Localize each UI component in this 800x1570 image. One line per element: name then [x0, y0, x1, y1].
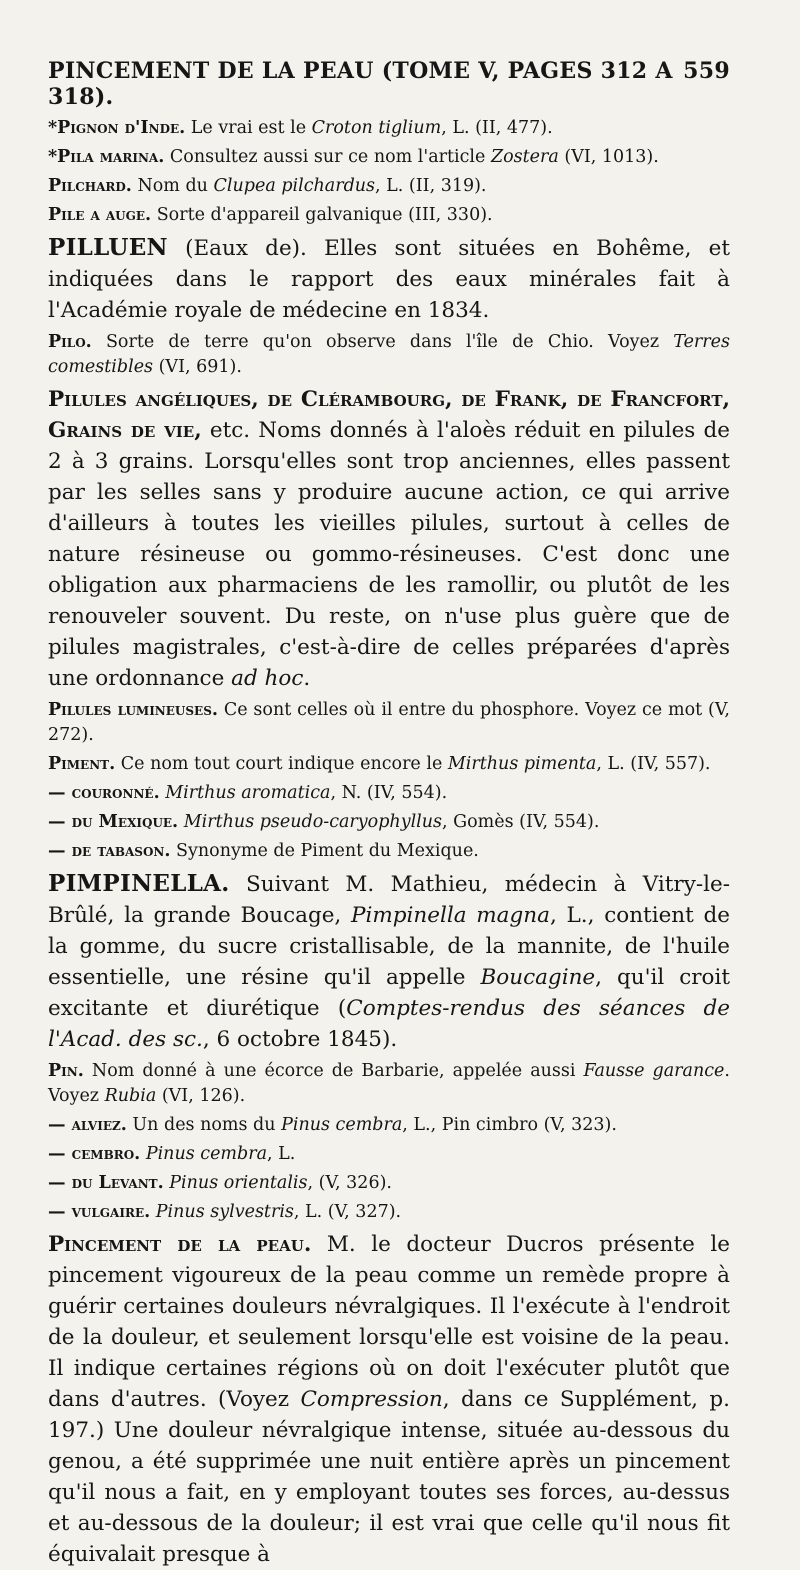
entry-pin-alviez: — alviez. Un des noms du Pinus cembra, L., Pin cimbro (V, 323).	[48, 1115, 617, 1135]
entry-pilules-angeliques: Pilules angéliques, de Clérambourg, de Frank, de Francfort, Grains de vie, etc. Noms donnés à l'aloès réduit en pilules de 2 à 3 grains. Lorsqu'elles sont trop anciennes, elles passent par les selles sans y produire aucune action, ce qui arrive d'ailleurs à toutes les vieilles pilules, surtout à celles de nature résineuse ou gommo-résineuses. C'est donc une obligation aux pharmaciens de les ramollir, ou plutôt de les renouveler souvent. Du reste, on n'use plus guère que de pilules magistrales, c'est-à-dire de celles préparées d'après une ordonnance ad hoc.	[48, 387, 730, 691]
entry-pimpinella: PIMPINELLA. Suivant M. Mathieu, médecin à Vitry-le-Brûlé, la grande Boucage, Pimpinella magna, L., contient de la gomme, du sucre cristallisable, de la mannite, de l'huile essentielle, une résine qu'il appelle Boucagine, qu'il croit excitante et diurétique (Comptes-rendus des séances de l'Acad. des sc., 6 octobre 1845).	[48, 870, 731, 1052]
running-header	[48, 58, 730, 110]
entry-pile-a-auge: Pile a auge. Sorte d'appareil galvanique (III, 330).	[48, 205, 493, 225]
entry-pincement-de-la-peau: Pincement de la peau. M. le docteur Ducros présente le pincement vigoureux de la peau comme un remède propre à guérir certaines douleurs névralgiques. Il l'exécute à l'endroit de la douleur, et seulement lorsqu'elle est voisine de la peau. Il indique certaines régions où on doit l'exécuter plutôt que dans d'autres. (Voyez Compression, dans ce Supplément, p. 197.) Une douleur névralgique intense, située au-dessous du genou, a été supprimée une nuit entière après un pincement qu'il nous a fait, en y employant toutes ses forces, au-dessus et au-dessous de la douleur; il est vrai que celle qu'il nous fit équivalait presque à	[48, 1232, 730, 1567]
entry-pin-vulgaire: — vulgaire. Pinus sylvestris, L. (V, 327).	[48, 1202, 402, 1222]
entry-pin-cembro: — cembro. Pinus cembra, L.	[48, 1144, 296, 1164]
entry-pilchard: Pilchard. Nom du Clupea pilchardus, L. (II, 319).	[48, 176, 487, 196]
entry-pilluen: PILLUEN (Eaux de). Elles sont situées en Bohême, et indiquées dans le rapport des eaux minérales fait à l'Académie royale de médecine en 1834.	[48, 234, 730, 323]
entry-piment: Piment. Ce nom tout court indique encore le Mirthus pimenta, L. (IV, 557).	[48, 754, 711, 774]
entry-piment-de-tabason: — de tabason. Synonyme de Piment du Mexique.	[48, 841, 479, 861]
entry-pin: Pin. Nom donné à une écorce de Barbarie, appelée aussi Fausse garance. Voyez Rubia (VI, 126).	[48, 1061, 730, 1106]
entry-pila-marina: *Pila marina. Consultez aussi sur ce nom l'article Zostera (VI, 1013).	[48, 147, 659, 167]
entry-pilo: Pilo. Sorte de terre qu'on observe dans l'île de Chio. Voyez Terres comestibles (VI, 691).	[48, 332, 730, 377]
entry-pilules-lumineuses: Pilules lumineuses. Ce sont celles où il entre du phosphore. Voyez ce mot (V, 272).	[48, 700, 730, 745]
entry-piment-couronne: — couronné. Mirthus aromatica, N. (IV, 554).	[48, 783, 448, 803]
page-number: 559	[683, 58, 730, 84]
entry-piment-du-mexique: — du Mexique. Mirthus pseudo-caryophyllus, Gomès (IV, 554).	[48, 812, 600, 832]
entry-pignon-dinde: *Pignon d'Inde. Le vrai est le Croton tiglium, L. (II, 477).	[48, 118, 553, 138]
running-title: PINCEMENT DE LA PEAU (TOME V, PAGES 312 A 318).	[48, 58, 673, 110]
entry-pin-du-levant: — du Levant. Pinus orientalis, (V, 326).	[48, 1173, 392, 1193]
